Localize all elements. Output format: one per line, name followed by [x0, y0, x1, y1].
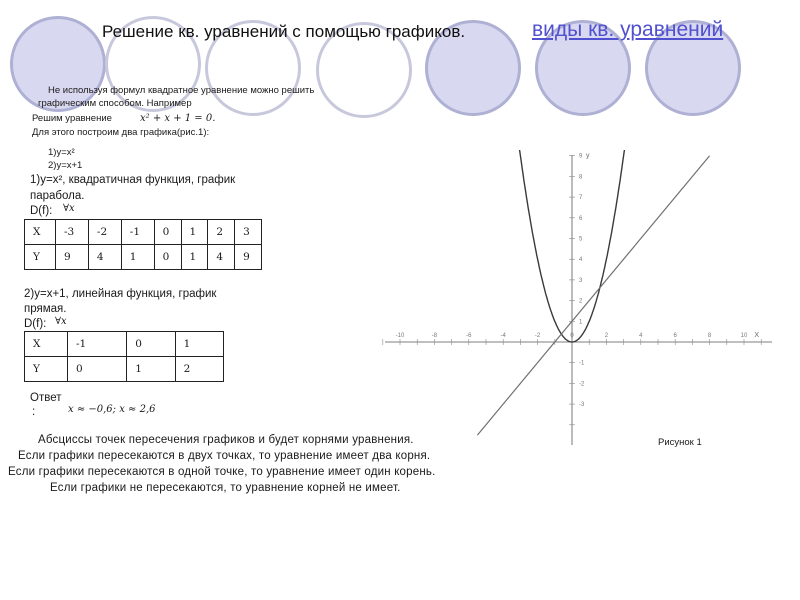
func1-domain-label: D(f): [30, 205, 53, 217]
table-cell: 1 [121, 245, 154, 270]
y-tick-label: 5 [579, 236, 583, 243]
conclusion-line-3: Если графики пересекаются в одной точке, то уравнение имеет один корень. [8, 466, 436, 478]
table-cell: 0 [68, 357, 127, 382]
x-tick-label: 0 [570, 333, 574, 339]
y-tick-label: -2 [579, 381, 585, 388]
table-cell: -1 [121, 220, 154, 245]
answer-label: Ответ [30, 392, 62, 404]
table-row [25, 220, 262, 245]
table-cell: 0 [127, 332, 175, 357]
graph-item-1: 1)y=x² [48, 147, 75, 158]
table-cell: 4 [88, 245, 121, 270]
table-cell: -1 [68, 332, 127, 357]
table-cell: 0 [154, 220, 181, 245]
line-series [477, 153, 709, 435]
table-row [25, 357, 224, 382]
y-tick-label: 4 [579, 257, 583, 264]
x-tick-label: 8 [707, 333, 712, 339]
table-cell: X [25, 220, 56, 245]
graph-item-2: 2)y=x+1 [48, 160, 83, 171]
answer-value: x ≈ −0,6; x ≈ 2,6 [68, 404, 156, 415]
x-tick-label: 10 [740, 333, 748, 339]
table-row [25, 245, 262, 270]
solve-label: Решим уравнение [32, 113, 112, 124]
table-cell: -3 [56, 220, 89, 245]
answer-colon: : [32, 406, 36, 418]
equation: x² + x + 1 = 0. [140, 113, 216, 124]
table-cell: 4 [208, 245, 235, 270]
table-cell: 1 [127, 357, 175, 382]
conclusion-line-4: Если графики не пересекаются, то уравнение корней не имеет. [50, 482, 401, 494]
func2-domain-label: D(f): [24, 318, 47, 330]
x-tick-label: -4 [500, 333, 506, 339]
page-title: Решение кв. уравнений с помощью графиков. [102, 22, 466, 41]
y-tick-label: 9 [579, 153, 583, 160]
build-text: Для этого построим два графика(рис.1): [32, 127, 210, 138]
graph-chart [380, 150, 780, 450]
table-row [25, 332, 224, 357]
x-tick-label: -8 [431, 333, 438, 339]
func1-desc-line-2: парабола. [30, 190, 85, 202]
conclusion-line-1: Абсциссы точек пересечения графиков и будет корнями уравнения. [38, 434, 414, 446]
table-cell: -2 [88, 220, 121, 245]
table-cell: 1 [175, 332, 223, 357]
func1-desc-line-1: 1)y=x², квадратичная функция, график [30, 174, 236, 186]
x-tick-label: -6 [466, 333, 472, 339]
func1-table [24, 219, 262, 270]
intro-line-1: Не используя формул квадратное уравнение можно решить [48, 85, 315, 96]
y-tick-label: 6 [579, 215, 583, 222]
func2-domain-value: ∀x [55, 316, 67, 327]
table-cell: 3 [235, 220, 262, 245]
func2-desc-line-1: 2)y=x+1, линейная функция, график [24, 288, 217, 300]
conclusion-line-2: Если графики пересекаются в двух точках, то уравнение имеет два корня. [18, 450, 431, 462]
table-cell: Y [25, 245, 56, 270]
intro-line-2: графическим способом. Например [38, 98, 192, 109]
x-tick-label: 4 [639, 333, 643, 339]
table-cell: X [25, 332, 68, 357]
table-cell: 1 [181, 220, 208, 245]
y-tick-label: 3 [579, 277, 583, 284]
y-axis-label: y [586, 152, 590, 160]
y-tick-label: 7 [579, 195, 583, 202]
figure-caption: Рисунок 1 [658, 437, 702, 448]
table-cell: 2 [175, 357, 223, 382]
table-cell: Y [25, 357, 68, 382]
types-of-equations-link[interactable]: виды кв. уравнений [532, 18, 724, 41]
table-cell: 0 [154, 245, 181, 270]
y-tick-label: -1 [579, 360, 585, 367]
table-cell: 1 [181, 245, 208, 270]
table-cell: 9 [235, 245, 262, 270]
table-cell: 2 [208, 220, 235, 245]
y-tick-label: 8 [579, 174, 583, 181]
y-tick-label: 2 [579, 298, 583, 305]
func2-table [24, 331, 224, 382]
x-tick-label: 2 [604, 333, 609, 339]
y-tick-label: -3 [579, 402, 585, 409]
x-tick-label: -2 [534, 333, 541, 339]
func2-desc-line-2: прямая. [24, 303, 67, 315]
func1-domain-value: ∀x [63, 203, 75, 214]
table-cell: 9 [56, 245, 89, 270]
x-tick-label: -10 [395, 333, 405, 339]
y-tick-label: 1 [579, 319, 583, 326]
x-tick-label: 6 [673, 333, 677, 339]
x-axis-label: X [754, 332, 759, 339]
